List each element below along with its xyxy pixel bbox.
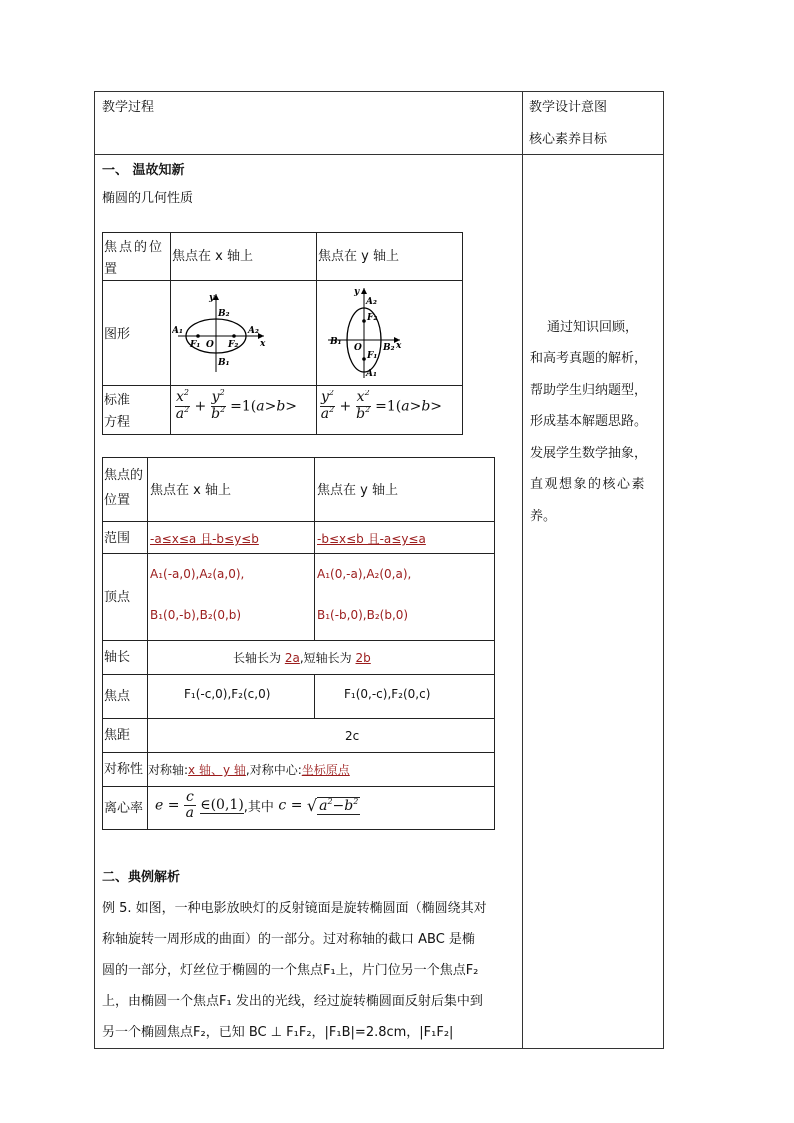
range-label: 范围 — [104, 531, 131, 546]
frame-header-bottom — [94, 154, 664, 155]
table1-row-figure: 图形 — [104, 327, 131, 342]
vertex-y-1: A₁(0,-a),A₂(0,a), — [317, 567, 412, 581]
frame-right — [663, 91, 664, 1049]
vertex-x-2: B₁(0,-b),B₂(0,b) — [150, 608, 242, 622]
svg-text:F₁: F₁ — [190, 340, 201, 350]
svg-text:x: x — [260, 339, 266, 349]
right-line: 帮助学生归纳题型， — [530, 383, 648, 398]
focus-x: F₁(-c,0),F₂(c,0) — [184, 687, 271, 701]
example-line: 圆的一部分，灯丝位于椭圆的一个焦点F₁上，片门位另一个焦点F₂ — [102, 963, 479, 978]
svg-text:B₂: B₂ — [218, 309, 230, 319]
table1-col-x: 焦点在 x 轴上 — [172, 249, 253, 264]
svg-text:A₂: A₂ — [248, 326, 259, 336]
table2-col-x: 焦点在 x 轴上 — [150, 483, 231, 498]
table1-row-equation: 标准方程 — [104, 393, 131, 430]
header-right-line2: 核心素养目标 — [529, 132, 608, 147]
table2-header-label: 焦点的位置 — [104, 468, 144, 508]
symmetry-center: 坐标原点 — [301, 763, 350, 777]
svg-text:F₂: F₂ — [367, 313, 378, 323]
frame-top — [94, 91, 664, 92]
axis-label: 轴长 — [104, 650, 131, 665]
right-line: 养。 — [530, 509, 557, 524]
eccentricity-label: 离心率 — [104, 801, 144, 816]
section2-title: 二、典例解析 — [102, 870, 181, 885]
vertex-y-2: B₁(-b,0),B₂(b,0) — [317, 608, 409, 622]
frame-bottom — [94, 1048, 664, 1049]
svg-text:F₁: F₁ — [367, 351, 378, 361]
symmetry-axes: x 轴、y 轴 — [188, 763, 246, 777]
table1-col-y: 焦点在 y 轴上 — [318, 249, 399, 264]
svg-text:O: O — [354, 343, 362, 353]
equation-x: $\frac{x^2}{a^2}$ + $\frac{y^2}{b^2}$ =1(a>b> — [175, 388, 298, 422]
example-line: 上，由椭圆一个焦点F₁ 发出的光线，经过旋转椭圆面反射后集中到 — [102, 994, 483, 1009]
svg-text:O: O — [206, 340, 214, 350]
symmetry-prefix: 对称轴: — [148, 763, 189, 777]
header-left: 教学过程 — [102, 100, 155, 115]
right-line: 和高考真题的解析， — [530, 351, 648, 366]
focal-label: 焦距 — [104, 728, 131, 743]
section1-subtitle: 椭圆的几何性质 — [102, 191, 194, 206]
equation-y: $\frac{y^2}{a^2}$ + $\frac{x^2}{b^2}$ =1(a>b> — [320, 390, 443, 422]
frame-divider — [522, 91, 523, 1049]
vertex-x-1: A₁(-a,0),A₂(a,0), — [150, 567, 245, 581]
svg-text:A₁: A₁ — [366, 369, 377, 379]
right-line: 形成基本解题思路。 — [530, 414, 648, 429]
right-line: 发展学生数学抽象， — [530, 446, 648, 461]
focus-y: F₁(0,-c),F₂(0,c) — [344, 687, 431, 701]
focal-value: 2c — [345, 729, 360, 743]
range-x: -a≤x≤a 且-b≤y≤b — [150, 532, 259, 546]
right-line: 直观想象的核心素 — [530, 477, 647, 492]
axis-mid: ,短轴长为 — [299, 651, 352, 665]
svg-text:y: y — [354, 287, 360, 297]
axis-long: 2a — [284, 651, 300, 665]
section1-title: 一、 温故知新 — [102, 163, 185, 178]
axis-value — [233, 650, 371, 666]
svg-text:A₁: A₁ — [172, 326, 183, 336]
svg-text:y: y — [209, 293, 215, 303]
svg-text:B₁: B₁ — [218, 358, 230, 368]
symmetry-value — [148, 762, 350, 778]
right-line: 通过知识回顾， — [547, 320, 639, 335]
ellipse-x-figure — [172, 284, 314, 382]
table2-col-y: 焦点在 y 轴上 — [317, 483, 398, 498]
focus-label: 焦点 — [104, 689, 131, 704]
symmetry-mid: ,对称中心: — [245, 763, 302, 777]
svg-text:A₂: A₂ — [366, 297, 377, 307]
example-line: 另一个椭圆焦点F₂，已知 BC ⊥ F₁F₂，|F₁B|=2.8cm，|F₁F₂| — [102, 1025, 454, 1040]
example-line: 例 5. 如图，一种电影放映灯的反射镜面是旋转椭圆面（椭圆绕其对 — [102, 901, 487, 916]
header-right-line1: 教学设计意图 — [529, 100, 608, 115]
range-y: -b≤x≤b 且-a≤y≤a — [317, 532, 426, 546]
svg-text:B₂: B₂ — [383, 343, 395, 353]
example-line: 称轴旋转一周形成的曲面）的一部分。过对称轴的截口 ABC 是椭 — [102, 932, 475, 947]
ellipse-y-figure — [326, 284, 460, 382]
eccentricity-formula: e = $\frac{c}{a}$ ∈(0,1),其中 c = √ $a^2-b^2$ — [155, 789, 359, 821]
axis-short: 2b — [355, 651, 371, 665]
axis-prefix: 长轴长为 — [233, 651, 282, 665]
svg-text:B₁: B₁ — [330, 337, 342, 347]
svg-text:x: x — [396, 341, 402, 351]
svg-text:F₂: F₂ — [228, 340, 239, 350]
vertex-label: 顶点 — [104, 590, 131, 605]
symmetry-label: 对称性 — [104, 762, 144, 777]
frame-left — [94, 91, 95, 1049]
table1-header-label: 焦点的位置 — [104, 240, 165, 277]
